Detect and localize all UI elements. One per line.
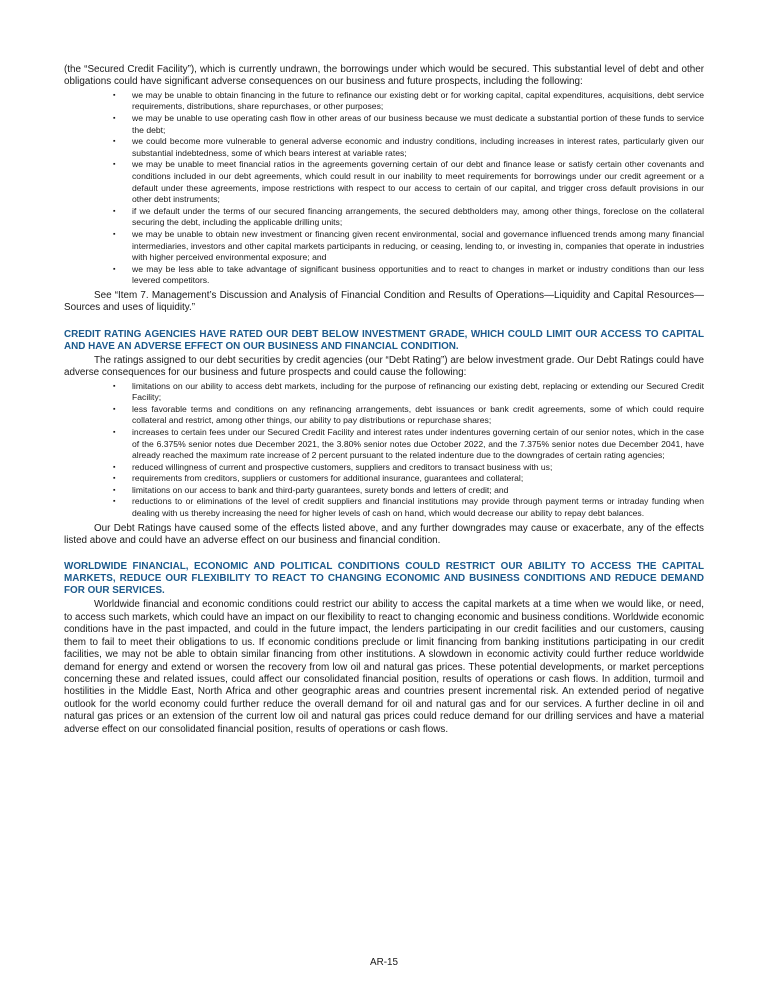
list-item-text: less favorable terms and conditions on any refinancing arrangements, debt issuances or bank credit agreements, some of which could require collateral and restrict, among other things, our ability to pay distributions or repurchase shares; xyxy=(132,403,704,426)
list-item-text: we may be unable to use operating cash flow in other areas of our business because we must dedicate a substantial portion of these funds to service the debt; xyxy=(132,113,704,135)
bullet-list-rating-effects xyxy=(64,381,704,520)
list-item xyxy=(64,427,704,462)
list-item xyxy=(64,136,704,159)
bullet-icon: ▪ xyxy=(113,138,116,146)
intro-paragraph: (the “Secured Credit Facility”), which is currently undrawn, the borrowings under which would be secured. This substantial level of debt and other obligations could have significant adverse consequences on our business and future prospects, including the following: xyxy=(64,64,704,88)
worldwide-conditions-paragraph: Worldwide financial and economic conditions could restrict our ability to access the capital markets at a time when we would like, or need, to access such markets, which could have an impact on our flexibility to react to changing economic and business conditions. Worldwide economic conditions have in the past impacted, and could in the future impact, the lenders participating in our credit facilities and our customers, causing them to fail to meet their obligations to us. If economic conditions preclude or limit financing from banking institutions participating in our credit facilities, we may not be able to obtain similar financing from other institutions. A slowdown in economic activity could further reduce worldwide demand for energy and extend or worsen the recovery from low oil and natural gas prices. These potential developments, or market perceptions concerning these and related issues, could affect our consolidated financial position, results of operations or cash flows. In addition, turmoil and hostilities in the Middle East, North Africa and other geographic areas and countries present incremental risk. An extended period of negative outlook for the world economy could further reduce the overall demand for oil and natural gas and for our services. A further decline in oil and natural gas prices or an extension of the current low oil and natural gas prices could reduce demand for our drilling services and have a material adverse effect on our consolidated financial position, results of operations or cash flows. xyxy=(64,599,704,735)
section-heading-worldwide-conditions: WORLDWIDE FINANCIAL, ECONOMIC AND POLITICAL CONDITIONS COULD RESTRICT OUR ABILITY TO ACCESS THE CAPITAL MARKETS, REDUCE OUR FLEXIBILITY TO REACT TO CHANGING ECONOMIC AND BUSINESS CONDITIONS AND REDUCE DEMAND FOR OUR SERVICES. xyxy=(64,561,704,597)
bullet-icon: ▪ xyxy=(113,207,116,215)
list-item xyxy=(64,206,704,229)
bullet-icon: ▪ xyxy=(113,498,116,506)
list-item-text: we may be unable to meet financial ratios in the agreements governing certain of our debt and finance lease or satisfy certain other covenants and conditions included in our debt agreements, which could result in our inability to meet requirements for borrowings under our credit agreement or a default under these agreements, impose restrictions with respect to our access to certain of our capital, and trigger cross default provisions in our other debt instruments; xyxy=(132,159,704,205)
bullet-icon: ▪ xyxy=(113,161,116,169)
bullet-icon: ▪ xyxy=(113,230,116,238)
debt-rating-paragraph: The ratings assigned to our debt securities by credit agencies (our “Debt Rating”) are below investment grade. Our Debt Ratings could have adverse consequences for our business and future prospects and could cause the following: xyxy=(64,354,704,379)
bullet-icon: ▪ xyxy=(113,475,116,483)
list-item xyxy=(64,90,704,113)
bullet-icon: ▪ xyxy=(113,405,116,413)
list-item xyxy=(64,229,704,264)
list-item-text: we could become more vulnerable to general adverse economic and industry conditions, including increases in interest rates, particularly given our substantial indebtedness, some of which bears interest at variable rates; xyxy=(132,136,704,158)
list-item-text: requirements from creditors, suppliers or customers for additional insurance, guarantees and collateral; xyxy=(132,473,524,484)
bullet-icon: ▪ xyxy=(113,115,116,122)
bullet-icon: ▪ xyxy=(113,428,116,436)
list-item-text: we may be unable to obtain new investment or financing given recent environmental, social and governance influenced trends among many financial intermediaries, investors and other capital markets participants in reducing, or ceasing, lending to, or investing in, companies that operate in industries with higher perceived environmental exposure; and xyxy=(132,228,704,263)
bullet-icon: ▪ xyxy=(113,382,116,390)
list-item xyxy=(64,159,704,205)
list-item xyxy=(64,485,704,497)
list-item xyxy=(64,473,704,485)
list-item-text: reductions to or eliminations of the level of credit suppliers and financial institutions may provide through payment terms or intraday funding when dealing with us thereby increasing the need for higher levels of cash on hand, which would decrease our ability to repay debt balances. xyxy=(132,496,704,519)
list-item-text: if we default under the terms of our secured financing arrangements, the secured debtholders may, among other things, foreclose on the collateral securing the debt, including the applicable drilling units; xyxy=(132,205,704,228)
list-item xyxy=(64,381,704,404)
list-item xyxy=(64,496,704,519)
list-item xyxy=(64,113,704,136)
section-heading-credit-rating: CREDIT RATING AGENCIES HAVE RATED OUR DEBT BELOW INVESTMENT GRADE, WHICH COULD LIMIT OUR ACCESS TO CAPITAL AND HAVE AN ADVERSE EFFECT ON OUR BUSINESS AND FINANCIAL CONDITION. xyxy=(64,328,704,352)
list-item-text: we may be less able to take advantage of significant business opportunities and to react to changes in market or industry conditions than our less levered competitors. xyxy=(132,263,704,286)
list-item xyxy=(64,404,704,427)
bullet-icon: ▪ xyxy=(113,463,116,471)
list-item-text: reduced willingness of current and prospective customers, suppliers and creditors to transact business with us; xyxy=(132,461,553,472)
list-item-text: limitations on our access to bank and third-party guarantees, surety bonds and letters of credit; and xyxy=(132,484,509,495)
bullet-icon: ▪ xyxy=(113,265,116,273)
list-item-text: we may be unable to obtain financing in the future to refinance our existing debt or for working capital, capital expenditures, acquisitions, debt service requirements, distributions, share repurchases, or other purposes; xyxy=(132,89,704,112)
debt-ratings-effects-paragraph: Our Debt Ratings have caused some of the effects listed above, and any further downgrades may cause or exacerbate, any of the effects listed above and could have an adverse effect on our business and financial condition. xyxy=(64,522,704,547)
bullet-list-consequences xyxy=(64,90,704,287)
bullet-icon: ▪ xyxy=(113,91,116,99)
page-number: AR-15 xyxy=(370,957,398,968)
see-item-paragraph: See “Item 7. Management’s Discussion and Analysis of Financial Condition and Results of Operations—Liquidity and Capital Resources—Sources and uses of liquidity.” xyxy=(64,289,704,314)
list-item-text: limitations on our ability to access debt markets, including for the purpose of refinancing our existing debt, replacing or extending our Secured Credit Facility; xyxy=(132,380,704,403)
bullet-icon: ▪ xyxy=(113,486,116,494)
list-item xyxy=(64,264,704,287)
list-item xyxy=(64,462,704,474)
document-page xyxy=(64,0,704,1000)
list-item-text: increases to certain fees under our Secured Credit Facility and interest rates under indentures governing certain of our senior notes, which in the case of the 6.375% senior notes due December 2021, the 3.80% senior notes due October 2022, and the 7.375% senior notes due December 2041, have already reached the maximum rate increase of 2 percent pursuant to the related indenture due to the downgrades of certain rating agencies; xyxy=(132,426,704,461)
